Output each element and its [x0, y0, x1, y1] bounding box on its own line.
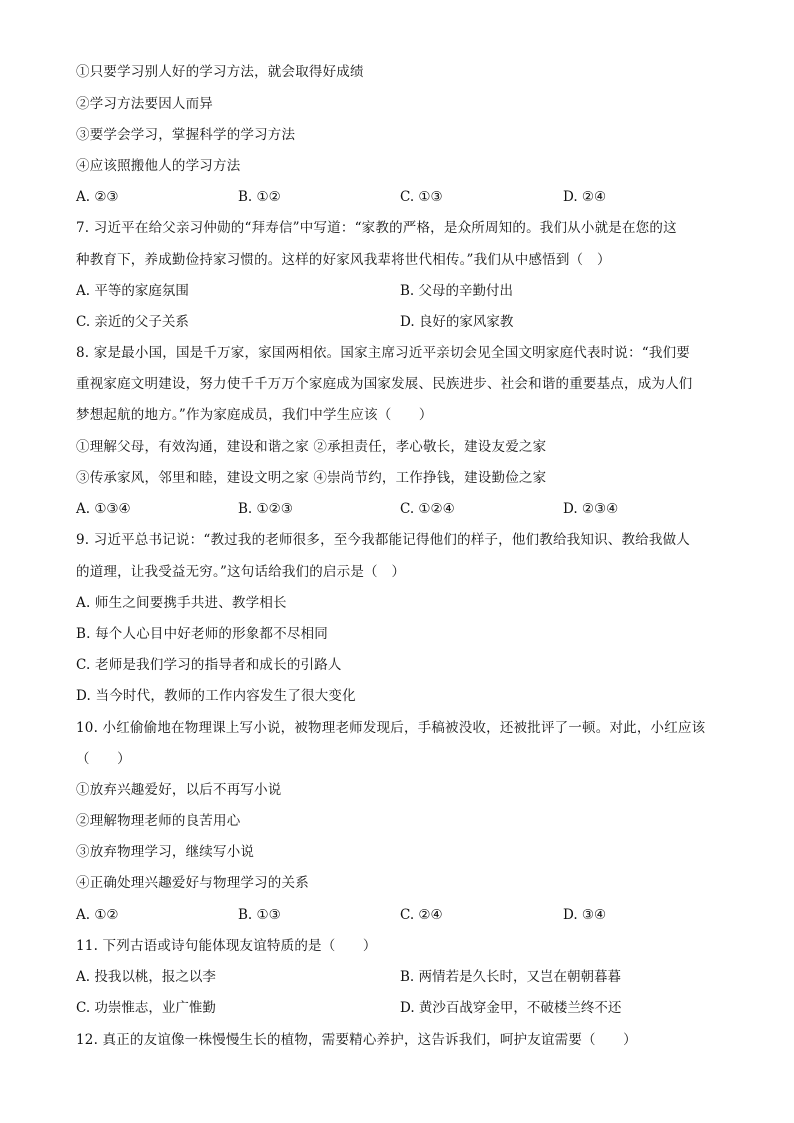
q8-option-c: C. ①②④: [400, 501, 455, 517]
q7-option-c: C. 亲近的父子关系: [76, 314, 189, 330]
q10-stem-line-2: （ ）: [76, 751, 131, 767]
q11-option-c: C. 功崇惟志，业广惟勤: [76, 1000, 216, 1016]
q10-statement-3: ③放弃物理学习，继续写小说: [76, 844, 255, 860]
q10-statement-2: ②理解物理老师的良苦用心: [76, 813, 241, 829]
q11-option-a: A. 投我以桃，报之以李: [76, 969, 216, 985]
statement-3: ③要学会学习，掌握科学的学习方法: [76, 127, 296, 143]
statement-1: ①只要学习别人好的学习方法，就会取得好成绩: [76, 64, 364, 80]
q8-stem-line-1: 8. 家是最小国，国是千万家，家国两相依。国家主席习近平亲切会见全国文明家庭代表时说：“我们要: [76, 345, 690, 361]
q7-option-b: B. 父母的辛勤付出: [400, 283, 514, 299]
q6-option-d: D. ②④: [563, 189, 607, 205]
q8-statement-line-2: ③传承家风，邻里和睦，建设文明之家 ④崇尚节约，工作挣钱，建设勤俭之家: [76, 470, 547, 486]
q8-stem-line-2: 重视家庭文明建设，努力使千千万万个家庭成为国家发展、民族进步、社会和谐的重要基点，成为人们: [76, 376, 693, 392]
q10-statement-1: ①放弃兴趣爱好，以后不再写小说: [76, 782, 282, 798]
q12-stem: 12. 真正的友谊像一株慢慢生长的植物，需要精心养护，这告诉我们，呵护友谊需要（ ）: [76, 1032, 637, 1048]
q10-option-c: C. ②④: [400, 907, 443, 923]
q8-stem-line-3: 梦想起航的地方。”作为家庭成员，我们中学生应该（ ）: [76, 407, 433, 423]
q11-option-d: D. 黄沙百战穿金甲，不破楼兰终不还: [400, 1000, 622, 1016]
q8-option-a: A. ①③④: [76, 501, 131, 517]
q9-option-a: A. 师生之间要携手共进、教学相长: [76, 595, 287, 611]
q6-option-a: A. ②③: [76, 189, 119, 205]
q9-option-b: B. 每个人心目中好老师的形象都不尽相同: [76, 626, 329, 642]
q9-stem-line-2: 的道理，让我受益无穷。”这句话给我们的启示是（ ）: [76, 564, 406, 580]
q7-stem-line-1: 7. 习近平在给父亲习仲勋的“拜寿信”中写道：“家教的严格，是众所周知的。我们从小就是在您的这: [76, 220, 677, 236]
q7-option-d: D. 良好的家风家教: [400, 314, 514, 330]
statement-2: ②学习方法要因人而异: [76, 96, 213, 112]
q8-option-b: B. ①②③: [238, 501, 293, 517]
q6-option-b: B. ①②: [238, 189, 281, 205]
q10-statement-4: ④正确处理兴趣爱好与物理学习的关系: [76, 875, 309, 891]
q11-stem: 11. 下列古语或诗句能体现友谊特质的是（ ）: [76, 938, 377, 954]
q9-option-d: D. 当今时代，教师的工作内容发生了很大变化: [76, 688, 356, 704]
statement-4: ④应该照搬他人的学习方法: [76, 158, 241, 174]
q9-option-c: C. 老师是我们学习的指导者和成长的引路人: [76, 657, 342, 673]
q8-option-d: D. ②③④: [563, 501, 619, 517]
q11-option-b: B. 两情若是久长时，又岂在朝朝暮暮: [400, 969, 622, 985]
q7-option-a: A. 平等的家庭氛围: [76, 283, 189, 299]
q10-option-b: B. ①③: [238, 907, 281, 923]
q7-stem-line-2: 种教育下，养成勤俭持家习惯的。这样的好家风我辈将世代相传。”我们从中感悟到（ ）: [76, 252, 611, 268]
q9-stem-line-1: 9. 习近平总书记说：“教过我的老师很多，至今我都能记得他们的样子，他们教给我知识、教给我做人: [76, 532, 690, 548]
q10-option-a: A. ①②: [76, 907, 119, 923]
q10-stem-line-1: 10. 小红偷偷地在物理课上写小说，被物理老师发现后，手稿被没收，还被批评了一顿。对此，小红应该: [76, 720, 706, 736]
q8-statement-line-1: ①理解父母，有效沟通，建设和谐之家 ②承担责任，孝心敬长，建设友爱之家: [76, 439, 547, 455]
q6-option-c: C. ①③: [400, 189, 443, 205]
q10-option-d: D. ③④: [563, 907, 607, 923]
